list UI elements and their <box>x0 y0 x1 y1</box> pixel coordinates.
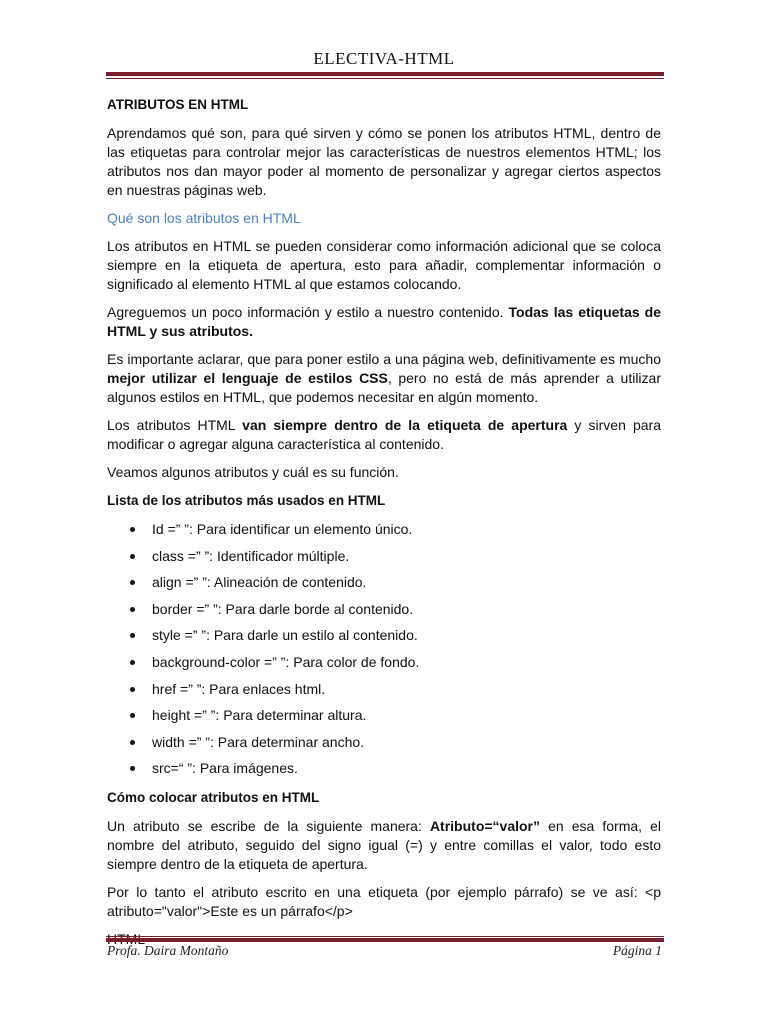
section-heading-que-son: Qué son los atributos en HTML <box>107 210 301 226</box>
paragraph-apertura <box>107 416 661 454</box>
text-run: Es importante aclarar, que para poner estilo a una página web, definitivamente es mucho <box>107 351 661 367</box>
list-item: src=“ ”: Para imágenes. <box>107 759 661 786</box>
footer-rule-thin <box>106 936 664 937</box>
list-item: style =” ”: Para darle un estilo al contenido. <box>107 626 661 653</box>
footer-rule <box>106 938 664 942</box>
text-run: Agreguemos un poco información y estilo a nuestro contenido. <box>107 304 509 320</box>
footer-author: Profa. Daira Montaño <box>107 943 229 958</box>
paragraph-definition: Los atributos en HTML se pueden considerar como información adicional que se coloca siempre en la etiqueta de apertura, esto para añadir, complementar información o significado al elemento HTML al que estamos colocando. <box>107 238 661 292</box>
list-item: href =” ”: Para enlaces html. <box>107 680 661 707</box>
list-heading: Lista de los atributos más usados en HTML <box>107 493 386 508</box>
text-run: Un atributo se escribe de la siguiente manera: <box>107 817 430 834</box>
text-run: Los atributos HTML <box>107 417 243 433</box>
paragraph-veamos: Veamos algunos atributos y cuál es su función. <box>107 464 399 480</box>
intro-paragraph: Aprendamos qué son, para qué sirven y cómo se ponen los atributos HTML, dentro de las etiquetas para controlar mejor las características de nuestros elementos HTML; los atributos nos dan mayor poder al momento de personalizar y agregar ciertos aspectos en nuestras páginas web. <box>107 125 661 198</box>
section-heading-como-colocar: Cómo colocar atributos en HTML <box>107 789 320 805</box>
paragraph-sintaxis <box>107 817 661 874</box>
bold-run: Todas las etiquetas de HTML y sus atributos. <box>107 304 662 339</box>
list-item: background-color =” ”: Para color de fondo. <box>107 653 661 680</box>
text-run: y sirven para modificar o agregar alguna característica al contenido. <box>107 417 661 452</box>
bold-run: van siempre dentro de la etiqueta de apertura <box>242 417 568 433</box>
list-item: width =” ”: Para determinar ancho. <box>107 733 661 760</box>
header-rule-thin <box>106 78 664 79</box>
list-item: height =” ”: Para determinar altura. <box>107 706 661 733</box>
list-item: class =” ”: Identificador múltiple. <box>107 547 661 574</box>
list-item: Id =” ”: Para identificar un elemento único. <box>107 520 661 547</box>
paragraph-css <box>107 350 661 407</box>
bold-run: Atributo=“valor” <box>429 817 541 834</box>
list-item: border =” ”: Para darle borde al contenido. <box>107 600 661 627</box>
document-title: ELECTIVA-HTML <box>313 49 455 68</box>
paragraph-agreguemos <box>107 303 661 341</box>
text-run: , pero no está de más aprender a utilizar algunos estilos en HTML, que podemos necesitar en algún momento. <box>107 370 661 405</box>
header-rule <box>106 72 664 76</box>
list-item: align =” ”: Alineación de contenido. <box>107 573 661 600</box>
attributes-list <box>107 520 661 786</box>
paragraph-ejemplo: Por lo tanto el atributo escrito en una etiqueta (por ejemplo párrafo) se ve así: <p atributo="valor">Este es un párrafo</p> <box>107 883 661 919</box>
bold-run: mejor utilizar el lenguaje de estilos CSS <box>107 370 388 386</box>
document-body <box>107 95 661 958</box>
footer-page-number: Página 1 <box>612 943 662 958</box>
section-heading-atributos: ATRIBUTOS EN HTML <box>107 97 249 112</box>
text-run: en esa forma, el nombre del atributo, seguido del signo igual (=) y entre comillas el valor, todo esto siempre dentro de la etiqueta de apertura. <box>107 817 662 872</box>
